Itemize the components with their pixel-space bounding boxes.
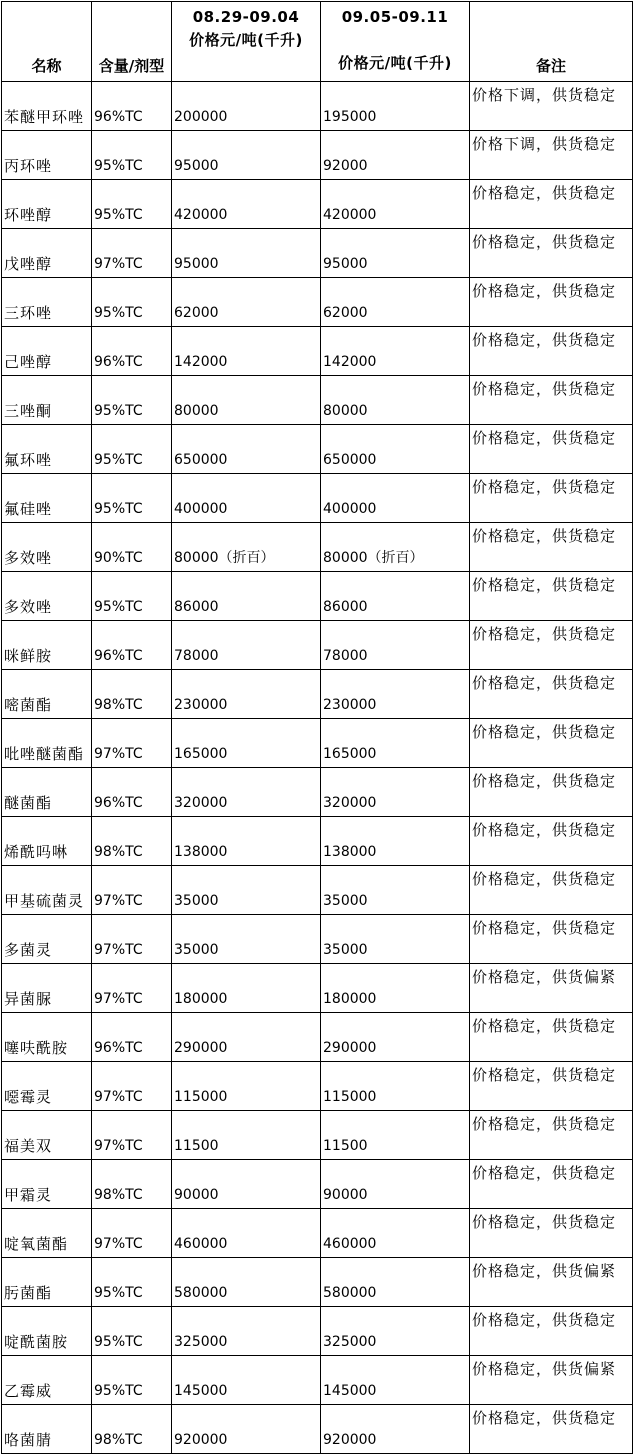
cell-name: 噻呋酰胺	[2, 1013, 92, 1062]
table-row	[2, 1209, 633, 1258]
table-row	[2, 1356, 633, 1405]
table-row	[2, 180, 633, 229]
cell-price-period-1: 420000	[172, 180, 321, 229]
cell-name: 吡唑醚菌酯	[2, 719, 92, 768]
cell-price-period-2: 78000	[321, 621, 470, 670]
cell-name: 醚菌酯	[2, 768, 92, 817]
cell-price-period-1: 290000	[172, 1013, 321, 1062]
cell-price-period-1: 11500	[172, 1111, 321, 1160]
table-row	[2, 1013, 633, 1062]
table-row	[2, 670, 633, 719]
cell-price-period-2: 580000	[321, 1258, 470, 1307]
table-row	[2, 425, 633, 474]
cell-price-period-2: 230000	[321, 670, 470, 719]
cell-price-period-1: 180000	[172, 964, 321, 1013]
cell-price-period-2: 290000	[321, 1013, 470, 1062]
cell-name: 乙霉威	[2, 1356, 92, 1405]
cell-price-period-2: 95000	[321, 229, 470, 278]
cell-note: 价格稳定，供货稳定	[470, 768, 633, 817]
table-header	[2, 2, 633, 82]
cell-name: 氟环唑	[2, 425, 92, 474]
cell-name: 噁霉灵	[2, 1062, 92, 1111]
header-price-period-2	[321, 2, 470, 82]
cell-note: 价格稳定，供货稳定	[470, 229, 633, 278]
cell-note: 价格稳定，供货稳定	[470, 278, 633, 327]
table-row	[2, 131, 633, 180]
table-row	[2, 229, 633, 278]
cell-price-period-1: 320000	[172, 768, 321, 817]
cell-price-period-1: 95000	[172, 131, 321, 180]
cell-price-period-2: 650000	[321, 425, 470, 474]
cell-note: 价格稳定，供货偏紧	[470, 1258, 633, 1307]
cell-price-period-2: 420000	[321, 180, 470, 229]
header-period-2: 09.05-09.11	[341, 8, 449, 26]
table-row	[2, 817, 633, 866]
header-note: 备注	[470, 2, 633, 82]
cell-price-period-2: 460000	[321, 1209, 470, 1258]
cell-name: 肟菌酯	[2, 1258, 92, 1307]
cell-note: 价格下调，供货稳定	[470, 131, 633, 180]
header-name: 名称	[2, 2, 92, 82]
cell-price-period-1: 400000	[172, 474, 321, 523]
cell-note: 价格稳定，供货稳定	[470, 1013, 633, 1062]
table-row	[2, 1111, 633, 1160]
cell-name: 甲基硫菌灵	[2, 866, 92, 915]
cell-price-period-2: 80000（折百）	[321, 523, 470, 572]
cell-content: 98%TC	[92, 817, 172, 866]
cell-content: 95%TC	[92, 1307, 172, 1356]
table-row	[2, 1258, 633, 1307]
table-row	[2, 1062, 633, 1111]
cell-note: 价格稳定，供货稳定	[470, 1111, 633, 1160]
table-row	[2, 1405, 633, 1454]
cell-price-period-1: 230000	[172, 670, 321, 719]
table-row	[2, 1160, 633, 1209]
cell-price-period-1: 138000	[172, 817, 321, 866]
cell-price-period-2: 920000	[321, 1405, 470, 1454]
cell-name: 咪鲜胺	[2, 621, 92, 670]
cell-content: 96%TC	[92, 1013, 172, 1062]
cell-price-period-1: 80000（折百）	[172, 523, 321, 572]
table-row	[2, 964, 633, 1013]
cell-price-period-2: 145000	[321, 1356, 470, 1405]
table-body	[2, 82, 633, 1454]
table-row	[2, 327, 633, 376]
cell-name: 啶氧菌酯	[2, 1209, 92, 1258]
cell-name: 三唑酮	[2, 376, 92, 425]
cell-note: 价格稳定，供货稳定	[470, 572, 633, 621]
table-row	[2, 278, 633, 327]
cell-note: 价格稳定，供货稳定	[470, 1405, 633, 1454]
cell-name: 异菌脲	[2, 964, 92, 1013]
cell-price-period-1: 460000	[172, 1209, 321, 1258]
cell-price-period-2: 80000	[321, 376, 470, 425]
cell-content: 98%TC	[92, 670, 172, 719]
cell-price-period-2: 138000	[321, 817, 470, 866]
cell-content: 95%TC	[92, 1356, 172, 1405]
cell-content: 97%TC	[92, 866, 172, 915]
cell-name: 甲霜灵	[2, 1160, 92, 1209]
cell-price-period-1: 90000	[172, 1160, 321, 1209]
header-content: 含量/剂型	[92, 2, 172, 82]
cell-content: 95%TC	[92, 572, 172, 621]
cell-name: 丙环唑	[2, 131, 92, 180]
cell-price-period-1: 80000	[172, 376, 321, 425]
table-row	[2, 523, 633, 572]
cell-content: 96%TC	[92, 327, 172, 376]
cell-price-period-1: 35000	[172, 866, 321, 915]
cell-price-period-1: 200000	[172, 82, 321, 131]
cell-name: 多效唑	[2, 572, 92, 621]
cell-price-period-2: 11500	[321, 1111, 470, 1160]
cell-price-period-2: 115000	[321, 1062, 470, 1111]
cell-note: 价格稳定，供货稳定	[470, 425, 633, 474]
cell-content: 95%TC	[92, 474, 172, 523]
cell-content: 95%TC	[92, 425, 172, 474]
cell-price-period-1: 165000	[172, 719, 321, 768]
cell-name: 嘧菌酯	[2, 670, 92, 719]
cell-price-period-2: 320000	[321, 768, 470, 817]
table-row	[2, 621, 633, 670]
cell-price-period-1: 35000	[172, 915, 321, 964]
cell-price-period-2: 195000	[321, 82, 470, 131]
table-row	[2, 572, 633, 621]
cell-note: 价格稳定，供货稳定	[470, 1209, 633, 1258]
header-row	[2, 2, 633, 82]
cell-content: 97%TC	[92, 915, 172, 964]
cell-name: 戊唑醇	[2, 229, 92, 278]
table-row	[2, 82, 633, 131]
cell-note: 价格稳定，供货稳定	[470, 719, 633, 768]
cell-price-period-1: 86000	[172, 572, 321, 621]
table-row	[2, 474, 633, 523]
price-table	[1, 1, 633, 1454]
cell-price-period-2: 86000	[321, 572, 470, 621]
cell-note: 价格稳定，供货稳定	[470, 915, 633, 964]
cell-content: 95%TC	[92, 180, 172, 229]
cell-note: 价格稳定，供货稳定	[470, 474, 633, 523]
cell-content: 95%TC	[92, 1258, 172, 1307]
cell-name: 多效唑	[2, 523, 92, 572]
cell-price-period-1: 145000	[172, 1356, 321, 1405]
cell-price-period-1: 580000	[172, 1258, 321, 1307]
cell-price-period-2: 165000	[321, 719, 470, 768]
cell-content: 97%TC	[92, 229, 172, 278]
cell-price-period-1: 920000	[172, 1405, 321, 1454]
table-row	[2, 719, 633, 768]
cell-note: 价格稳定，供货稳定	[470, 180, 633, 229]
cell-content: 97%TC	[92, 964, 172, 1013]
cell-content: 95%TC	[92, 376, 172, 425]
cell-name: 咯菌腈	[2, 1405, 92, 1454]
table-row	[2, 768, 633, 817]
cell-price-period-2: 35000	[321, 866, 470, 915]
table-row	[2, 1307, 633, 1356]
cell-price-period-1: 115000	[172, 1062, 321, 1111]
cell-content: 96%TC	[92, 621, 172, 670]
cell-note: 价格稳定，供货稳定	[470, 523, 633, 572]
cell-name: 苯醚甲环唑	[2, 82, 92, 131]
cell-name: 福美双	[2, 1111, 92, 1160]
cell-content: 97%TC	[92, 1209, 172, 1258]
table-row	[2, 866, 633, 915]
cell-price-period-1: 78000	[172, 621, 321, 670]
cell-name: 啶酰菌胺	[2, 1307, 92, 1356]
cell-price-period-2: 90000	[321, 1160, 470, 1209]
cell-content: 95%TC	[92, 131, 172, 180]
cell-content: 98%TC	[92, 1160, 172, 1209]
table-row	[2, 376, 633, 425]
cell-price-period-1: 95000	[172, 229, 321, 278]
cell-price-period-1: 62000	[172, 278, 321, 327]
cell-note: 价格稳定，供货稳定	[470, 376, 633, 425]
cell-content: 95%TC	[92, 278, 172, 327]
cell-note: 价格稳定，供货稳定	[470, 670, 633, 719]
header-period-1: 08.29-09.04	[192, 8, 300, 26]
cell-name: 三环唑	[2, 278, 92, 327]
cell-price-period-1: 650000	[172, 425, 321, 474]
cell-note: 价格稳定，供货偏紧	[470, 964, 633, 1013]
header-price-label-2: 价格元/吨(千升)	[338, 54, 452, 72]
cell-note: 价格稳定，供货稳定	[470, 621, 633, 670]
cell-price-period-1: 142000	[172, 327, 321, 376]
cell-content: 97%TC	[92, 719, 172, 768]
cell-price-period-2: 180000	[321, 964, 470, 1013]
cell-note: 价格稳定，供货偏紧	[470, 1356, 633, 1405]
cell-note: 价格稳定，供货稳定	[470, 327, 633, 376]
cell-name: 氟硅唑	[2, 474, 92, 523]
cell-note: 价格稳定，供货稳定	[470, 1160, 633, 1209]
cell-name: 环唑醇	[2, 180, 92, 229]
cell-name: 多菌灵	[2, 915, 92, 964]
cell-content: 98%TC	[92, 1405, 172, 1454]
cell-note: 价格稳定，供货稳定	[470, 1307, 633, 1356]
header-price-period-1	[172, 2, 321, 82]
cell-price-period-2: 62000	[321, 278, 470, 327]
cell-content: 90%TC	[92, 523, 172, 572]
cell-note: 价格稳定，供货稳定	[470, 1062, 633, 1111]
cell-note: 价格下调，供货稳定	[470, 82, 633, 131]
cell-name: 己唑醇	[2, 327, 92, 376]
cell-price-period-2: 92000	[321, 131, 470, 180]
cell-price-period-2: 325000	[321, 1307, 470, 1356]
cell-content: 97%TC	[92, 1111, 172, 1160]
cell-name: 烯酰吗啉	[2, 817, 92, 866]
cell-content: 96%TC	[92, 82, 172, 131]
cell-note: 价格稳定，供货稳定	[470, 866, 633, 915]
cell-price-period-2: 142000	[321, 327, 470, 376]
cell-price-period-1: 325000	[172, 1307, 321, 1356]
header-price-label-1: 价格元/吨(千升)	[189, 31, 303, 49]
cell-price-period-2: 400000	[321, 474, 470, 523]
cell-content: 96%TC	[92, 768, 172, 817]
cell-note: 价格稳定，供货稳定	[470, 817, 633, 866]
cell-content: 97%TC	[92, 1062, 172, 1111]
cell-price-period-2: 35000	[321, 915, 470, 964]
table-row	[2, 915, 633, 964]
